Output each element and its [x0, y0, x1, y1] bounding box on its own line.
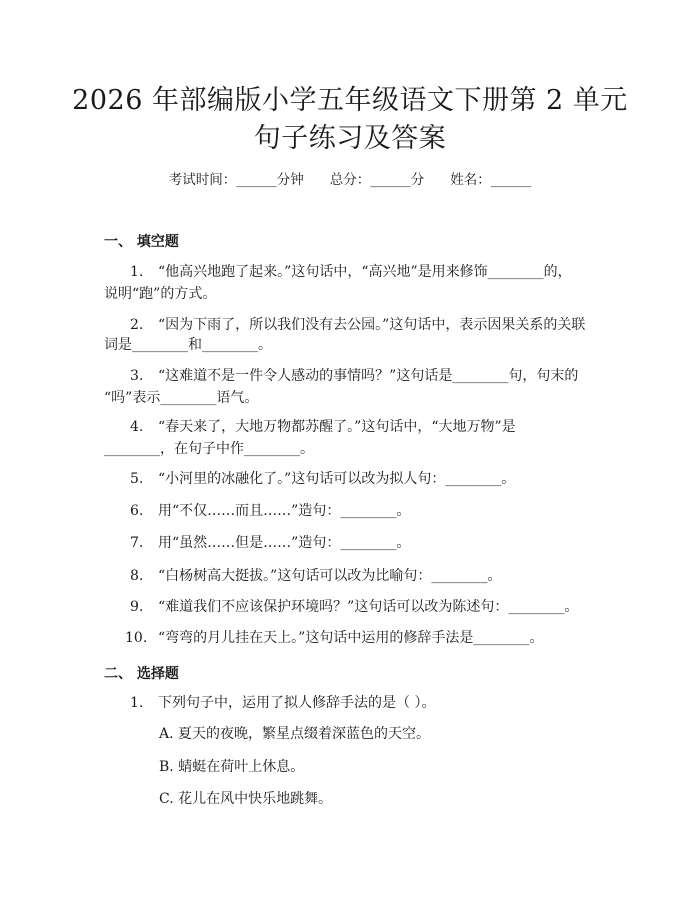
- choice-question-1: [130, 692, 592, 714]
- question-10: [125, 627, 613, 649]
- question-number: 1.: [130, 695, 144, 711]
- question-text: “他高兴地跑了起来。”这句话中，“高兴地”是用来修饰________的，: [158, 264, 572, 280]
- question-3: [130, 365, 592, 387]
- question-number: 2.: [130, 317, 144, 333]
- option-b: B. 蜻蜓在荷叶上休息。: [159, 759, 305, 775]
- question-number: 7.: [130, 535, 144, 551]
- question-2: [130, 314, 592, 336]
- question-text: 下列句子中，运用了拟人修辞手法的是（ ）。: [158, 695, 436, 711]
- question-6: [130, 500, 592, 522]
- section-heading-fill-blank: 一、 填空题: [104, 234, 179, 250]
- title-line-2: 句子练习及答案: [253, 123, 447, 154]
- question-4-cont: ________，在句子中作________。: [104, 441, 314, 457]
- question-text: “弯弯的月儿挂在天上。”这句话中运用的修辞手法是________。: [158, 630, 544, 646]
- question-2-cont: 词是________和________。: [104, 337, 272, 353]
- question-8: [130, 565, 592, 587]
- question-number: 1.: [130, 264, 144, 280]
- question-text: “难道我们不应该保护环境吗？”这句话可以改为陈述句：________。: [158, 599, 579, 615]
- exam-time: 考试时间：______分钟: [168, 172, 304, 188]
- question-1-cont: 说明“跑”的方式。: [104, 286, 217, 302]
- question-number: 10.: [125, 630, 148, 646]
- question-5: [130, 468, 592, 490]
- question-text: 用“不仅……而且……”造句：________。: [158, 503, 411, 519]
- question-number: 3.: [130, 368, 144, 384]
- question-text: 用“虽然……但是……”造句：________。: [158, 535, 411, 551]
- exam-meta: [0, 168, 700, 188]
- question-number: 6.: [130, 503, 144, 519]
- question-text: “白杨树高大挺拔。”这句话可以改为比喻句：________。: [158, 568, 502, 584]
- exam-name: 姓名：______: [450, 172, 532, 188]
- option-c: C. 花儿在风中快乐地跳舞。: [159, 791, 333, 807]
- section-heading-choice: 二、 选择题: [104, 666, 179, 682]
- question-number: 9.: [130, 599, 144, 615]
- question-text: “因为下雨了，所以我们没有去公园。”这句话中，表示因果关系的关联: [158, 317, 586, 333]
- question-7: [130, 532, 592, 554]
- question-1: [130, 261, 592, 283]
- question-number: 8.: [130, 568, 144, 584]
- question-9: [130, 596, 592, 618]
- question-text: “春天来了，大地万物都苏醒了。”这句话中，“大地万物”是: [158, 419, 516, 435]
- question-3-cont: “吗”表示________语气。: [104, 390, 259, 406]
- question-text: “小河里的冰融化了。”这句话可以改为拟人句：________。: [158, 471, 516, 487]
- question-number: 5.: [130, 471, 144, 487]
- question-text: “这难道不是一件令人感动的事情吗？”这句话是________句，句末的: [158, 368, 579, 384]
- exam-score: 总分：______分: [329, 172, 425, 188]
- title-line-1: 2026 年部编版小学五年级语文下册第 2 单元: [72, 85, 628, 116]
- question-4: [130, 416, 592, 438]
- question-number: 4.: [130, 419, 144, 435]
- option-a: A. 夏天的夜晚，繁星点缀着深蓝色的天空。: [159, 726, 431, 742]
